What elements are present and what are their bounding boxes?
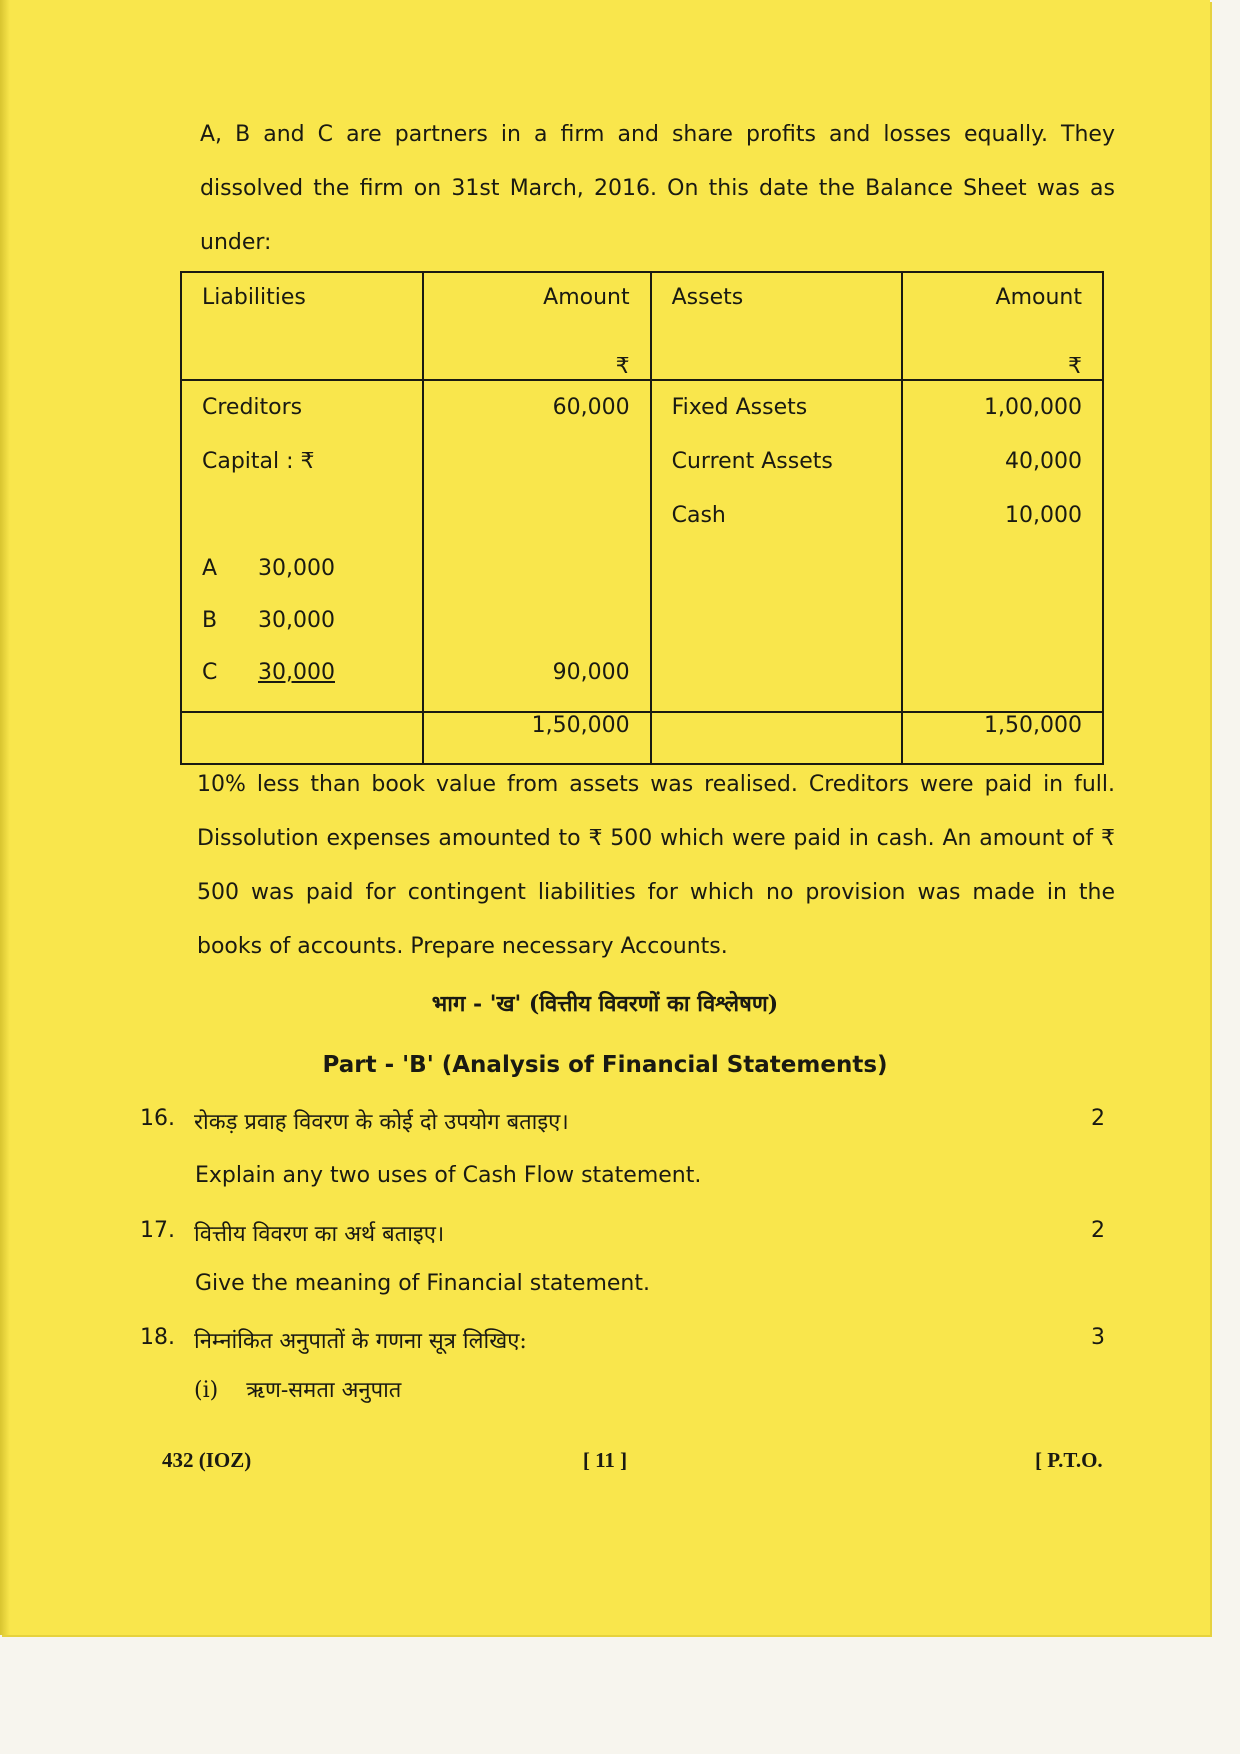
balance-sheet-header-row — [181, 272, 1103, 380]
question-marks: 3 — [1091, 1325, 1105, 1350]
question-hindi-text: रोकड़ प्रवाह विवरण के कोई दो उपयोग बताइए। — [194, 1110, 569, 1135]
creditors-amount: 60,000 — [552, 395, 630, 420]
total-liabilities-cell — [423, 712, 651, 764]
amount-header-assets — [902, 272, 1103, 380]
balance-sheet-body-row — [181, 380, 1103, 712]
please-turn-over: [ P.T.O. — [1035, 1448, 1103, 1472]
liabilities-header-label: Liabilities — [202, 285, 306, 310]
question-number: 17. — [140, 1218, 175, 1243]
amount-header-label: Amount — [995, 285, 1082, 310]
partner-capital-row — [202, 595, 402, 647]
asset-label: Cash — [671, 503, 726, 528]
partner-capital-row — [202, 543, 402, 595]
asset-amount: 1,00,000 — [984, 395, 1082, 420]
question-number: 16. — [140, 1106, 175, 1131]
page-fold-shadow — [0, 0, 10, 1635]
part-b-heading-hindi: भाग - 'ख' (वित्तीय विवरणों का विश्लेषण) — [431, 991, 779, 1017]
capital-total-amount: 90,000 — [552, 660, 630, 685]
creditors-label: Creditors — [202, 395, 303, 420]
amount-header-label: Amount — [543, 285, 630, 310]
asset-label: Fixed Assets — [671, 395, 808, 420]
total-empty-cell — [181, 712, 423, 764]
liabilities-header — [181, 272, 423, 380]
question-hindi-text: निम्नांकित अनुपातों के गणना सूत्र लिखिए: — [194, 1329, 527, 1354]
sub-item-text: ऋण-समता अनुपात — [246, 1378, 402, 1403]
liabilities-column — [181, 380, 423, 712]
question-number: 18. — [140, 1325, 175, 1350]
partner-capital-row — [202, 647, 402, 699]
balance-sheet-table — [180, 271, 1104, 765]
partner-name: A — [202, 556, 218, 581]
assets-header-label: Assets — [671, 285, 744, 310]
assets-header — [651, 272, 902, 380]
question-marks: 2 — [1091, 1106, 1105, 1131]
rupee-symbol: ₹ — [615, 354, 630, 379]
asset-amount: 40,000 — [1005, 449, 1082, 474]
rupee-symbol: ₹ — [1068, 354, 1082, 379]
paper-code: 432 (IOZ) — [162, 1448, 252, 1472]
assets-column — [651, 380, 902, 712]
liabilities-amount-column — [423, 380, 651, 712]
partner-name: B — [202, 608, 218, 633]
part-b-heading-english: Part - 'B' (Analysis of Financial Statements) — [322, 1052, 888, 1078]
question-17-english-text: Give the meaning of Financial statement. — [195, 1271, 650, 1296]
question-18-sub-item — [194, 1374, 429, 1404]
spacer — [202, 489, 402, 543]
balance-sheet-total-row — [181, 712, 1103, 764]
question-marks: 2 — [1091, 1218, 1105, 1243]
asset-amount: 10,000 — [1005, 503, 1082, 528]
question-intro-text: A, B and C are partners in a firm and share profits and losses equally. They dissolved the firm on 31st March, 2016. On this date the Balance Sheet was as under: — [200, 122, 1115, 255]
asset-label: Current Assets — [671, 449, 833, 474]
assets-amount-column — [902, 380, 1103, 712]
total-liabilities: 1,50,000 — [531, 713, 630, 738]
question-16-english-text: Explain any two uses of Cash Flow statement. — [195, 1163, 702, 1188]
total-empty-cell — [651, 712, 902, 764]
partner-amount: 30,000 — [258, 660, 335, 685]
total-assets: 1,50,000 — [984, 713, 1082, 738]
partner-amount: 30,000 — [258, 556, 335, 581]
question-instructions-text: 10% less than book value from assets was realised. Creditors were paid in full. Dissolution expenses amounted to ₹ 500 which were paid in cash. An amount of ₹ 500 was paid for contingent liabilities for which no provision was made in the books of accounts. Prepare necessary Accounts. — [197, 772, 1115, 959]
question-hindi-text: वित्तीय विवरण का अर्थ बताइए। — [194, 1222, 445, 1247]
amount-header-liabilities — [423, 272, 651, 380]
partner-amount: 30,000 — [258, 608, 335, 633]
total-assets-cell — [902, 712, 1103, 764]
partner-name: C — [202, 660, 218, 685]
capital-label: Capital : ₹ — [202, 449, 315, 474]
sub-item-label: (i) — [194, 1378, 219, 1403]
page-number: [ 11 ] — [582, 1448, 628, 1472]
